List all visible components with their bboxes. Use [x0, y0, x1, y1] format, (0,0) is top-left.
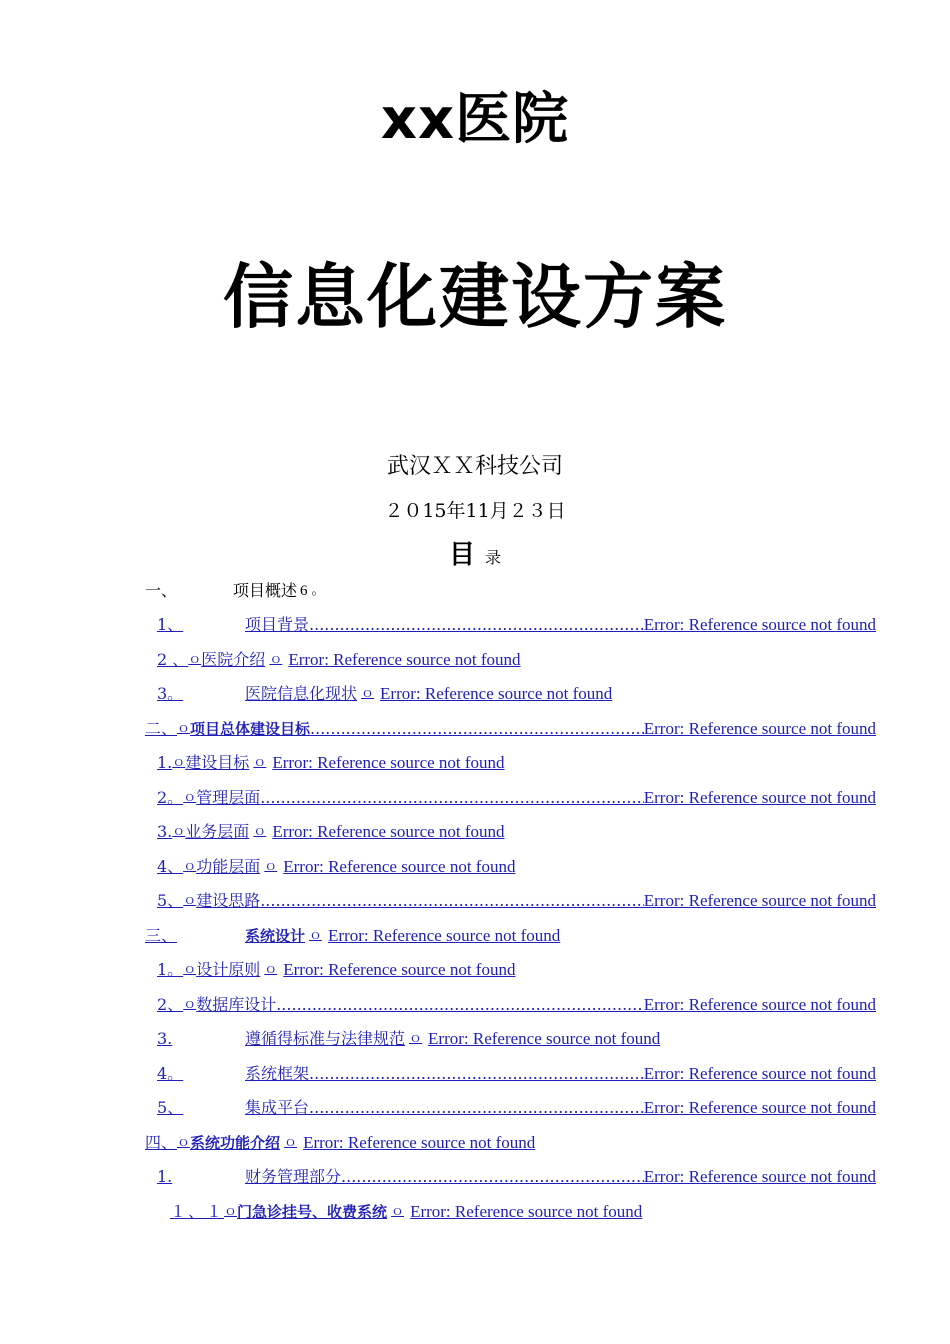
- toc-entry-label: 业务层面: [185, 822, 250, 841]
- toc-entry-number: 4、: [157, 857, 184, 876]
- toc-entry-mark: ｏ: [177, 1135, 191, 1150]
- toc-entry-mark: ｏ: [284, 1135, 298, 1150]
- toc-entry-number: 4。: [157, 1064, 184, 1083]
- toc-entry-overview[interactable]: [145, 572, 331, 602]
- toc-entry-label: 医院介绍: [201, 650, 266, 669]
- toc-entry-system-design[interactable]: [145, 917, 560, 947]
- toc-entry-mark: ｏ: [269, 652, 283, 667]
- toc-heading-small: 录: [485, 548, 502, 567]
- toc-entry-page: Error: Reference source not found: [303, 1133, 536, 1152]
- toc-entry-number: 2。: [157, 788, 184, 807]
- toc-entry-number: 三、: [145, 926, 178, 945]
- toc-entry-mark: ｏ: [177, 721, 191, 736]
- toc-entry-mark: 。: [311, 583, 325, 598]
- toc-entry-number: 5、: [157, 1098, 184, 1117]
- toc-entry-mark: ｏ: [183, 893, 197, 908]
- toc-entry-label: 系统框架: [245, 1064, 310, 1083]
- toc-entry-construction-goals[interactable]: [157, 744, 505, 774]
- toc-entry-page: Error: Reference source not found: [643, 788, 876, 807]
- toc-entry-mark: ｏ: [409, 1031, 423, 1046]
- toc-entry-mark: ｏ: [188, 652, 202, 667]
- toc-entry-page: Error: Reference source not found: [643, 719, 876, 738]
- company-name: 武汉ＸＸ科技公司: [386, 454, 563, 479]
- toc-entry-page: Error: Reference source not found: [272, 822, 505, 841]
- toc-entry-mark: ｏ: [361, 686, 375, 701]
- toc-entry-number: 1.: [157, 753, 173, 772]
- toc-entry-label: 集成平台: [245, 1098, 310, 1117]
- toc-entry-business-level[interactable]: [157, 813, 505, 843]
- toc-entry-page: 6: [300, 583, 308, 599]
- toc-entry-mark: ｏ: [224, 1204, 238, 1219]
- toc-entry-label: 功能层面: [196, 857, 261, 876]
- toc-dot-leader: [309, 1063, 644, 1085]
- toc-dot-leader: [260, 890, 644, 912]
- toc-entry-management-level[interactable]: [157, 779, 876, 809]
- toc-entry-label: 项目总体建设目标: [190, 720, 311, 738]
- toc-entry-label: 门急诊挂号、收费系统: [237, 1203, 388, 1221]
- toc-entry-label: 数据库设计: [196, 995, 277, 1014]
- toc-entry-page: Error: Reference source not found: [643, 615, 876, 634]
- toc-entry-label: 遵循得标准与法律规范: [245, 1029, 406, 1048]
- toc-entry-label: 系统设计: [245, 927, 306, 945]
- toc-entry-mark: ｏ: [253, 824, 267, 839]
- toc-entry-page: Error: Reference source not found: [410, 1202, 643, 1221]
- toc-entry-integration-platform[interactable]: [157, 1089, 876, 1119]
- toc-entry-label: 设计原则: [196, 960, 261, 979]
- toc-entry-page: Error: Reference source not found: [428, 1029, 661, 1048]
- toc-entry-mark: ｏ: [264, 962, 278, 977]
- toc-entry-number: 5、: [157, 891, 184, 910]
- toc-entry-construction-approach[interactable]: [157, 882, 876, 912]
- toc-dot-leader: [310, 718, 644, 740]
- toc-entry-label: 管理层面: [196, 788, 261, 807]
- toc-entry-it-status[interactable]: [157, 675, 612, 705]
- toc-entry-system-framework[interactable]: [157, 1055, 876, 1085]
- hospital-title: xx医院: [380, 87, 570, 152]
- toc-dot-leader: [309, 614, 644, 636]
- toc-entry-mark: ｏ: [183, 790, 197, 805]
- toc-entry-page: Error: Reference source not found: [288, 650, 521, 669]
- toc-dot-leader: [341, 1166, 644, 1188]
- toc-entry-page: Error: Reference source not found: [328, 926, 561, 945]
- toc-entry-project-background[interactable]: [157, 606, 876, 636]
- toc-entry-page: Error: Reference source not found: [643, 891, 876, 910]
- toc-entry-label: 系统功能介绍: [190, 1134, 281, 1152]
- toc-entry-page: Error: Reference source not found: [283, 857, 516, 876]
- toc-entry-page: Error: Reference source not found: [283, 960, 516, 979]
- toc-entry-number: 二、: [145, 719, 178, 738]
- toc-entry-number: 1。: [157, 960, 184, 979]
- toc-entry-number: 1.: [157, 1167, 173, 1186]
- toc-entry-mark: ｏ: [172, 755, 186, 770]
- toc-entry-hospital-intro[interactable]: [157, 641, 521, 671]
- toc-entry-number: 3.: [157, 822, 173, 841]
- toc-entry-function-level[interactable]: [157, 848, 515, 878]
- toc-entry-page: Error: Reference source not found: [272, 753, 505, 772]
- document-date: ２０15年11月２３日: [384, 500, 566, 522]
- toc-entry-outpatient-registration[interactable]: [170, 1193, 642, 1223]
- toc-entry-label: 建设思路: [196, 891, 261, 910]
- toc-entry-label: 建设目标: [185, 753, 250, 772]
- toc-entry-design-principles[interactable]: [157, 951, 515, 981]
- toc-entry-number: １、１: [170, 1202, 225, 1221]
- toc-entry-label: 项目概述: [233, 581, 298, 600]
- toc-entry-mark: ｏ: [183, 997, 197, 1012]
- toc-entry-mark: ｏ: [172, 824, 186, 839]
- toc-entry-page: Error: Reference source not found: [380, 684, 613, 703]
- toc-entry-system-functions[interactable]: [145, 1124, 535, 1154]
- toc-entry-number: 四、: [145, 1133, 178, 1152]
- toc-entry-mark: ｏ: [253, 755, 267, 770]
- toc-entry-page: Error: Reference source not found: [643, 1098, 876, 1117]
- toc-entry-mark: ｏ: [183, 962, 197, 977]
- toc-entry-number: 3.: [157, 1029, 173, 1048]
- toc-entry-overall-goals[interactable]: [145, 710, 876, 740]
- toc-entry-number: 一、: [145, 581, 178, 600]
- toc-entry-label: 项目背景: [245, 615, 310, 634]
- toc-entry-page: Error: Reference source not found: [643, 995, 876, 1014]
- toc-entry-number: 1、: [157, 615, 184, 634]
- toc-dot-leader: [276, 994, 644, 1016]
- toc-entry-number: 2、: [157, 995, 184, 1014]
- toc-entry-standards-regulations[interactable]: [157, 1020, 660, 1050]
- toc-dot-leader: [309, 1097, 644, 1119]
- toc-entry-number: 2 、: [157, 650, 189, 669]
- toc-dot-leader: [260, 787, 644, 809]
- toc-entry-page: Error: Reference source not found: [643, 1167, 876, 1186]
- plan-title: 信息化建设方案: [223, 256, 727, 338]
- toc-entry-label: 医院信息化现状: [245, 684, 358, 703]
- toc-entry-database-design[interactable]: [157, 986, 876, 1016]
- toc-entry-number: 3。: [157, 684, 184, 703]
- toc-entry-page: Error: Reference source not found: [643, 1064, 876, 1083]
- toc-heading: [0, 538, 950, 575]
- toc-entry-mark: ｏ: [309, 928, 323, 943]
- toc-entry-mark: ｏ: [391, 1204, 405, 1219]
- toc-heading-big: 目: [448, 540, 475, 570]
- toc-entry-mark: ｏ: [183, 859, 197, 874]
- toc-entry-finance-management[interactable]: [157, 1158, 876, 1188]
- toc-entry-label: 财务管理部分: [245, 1167, 342, 1186]
- toc-entry-mark: ｏ: [264, 859, 278, 874]
